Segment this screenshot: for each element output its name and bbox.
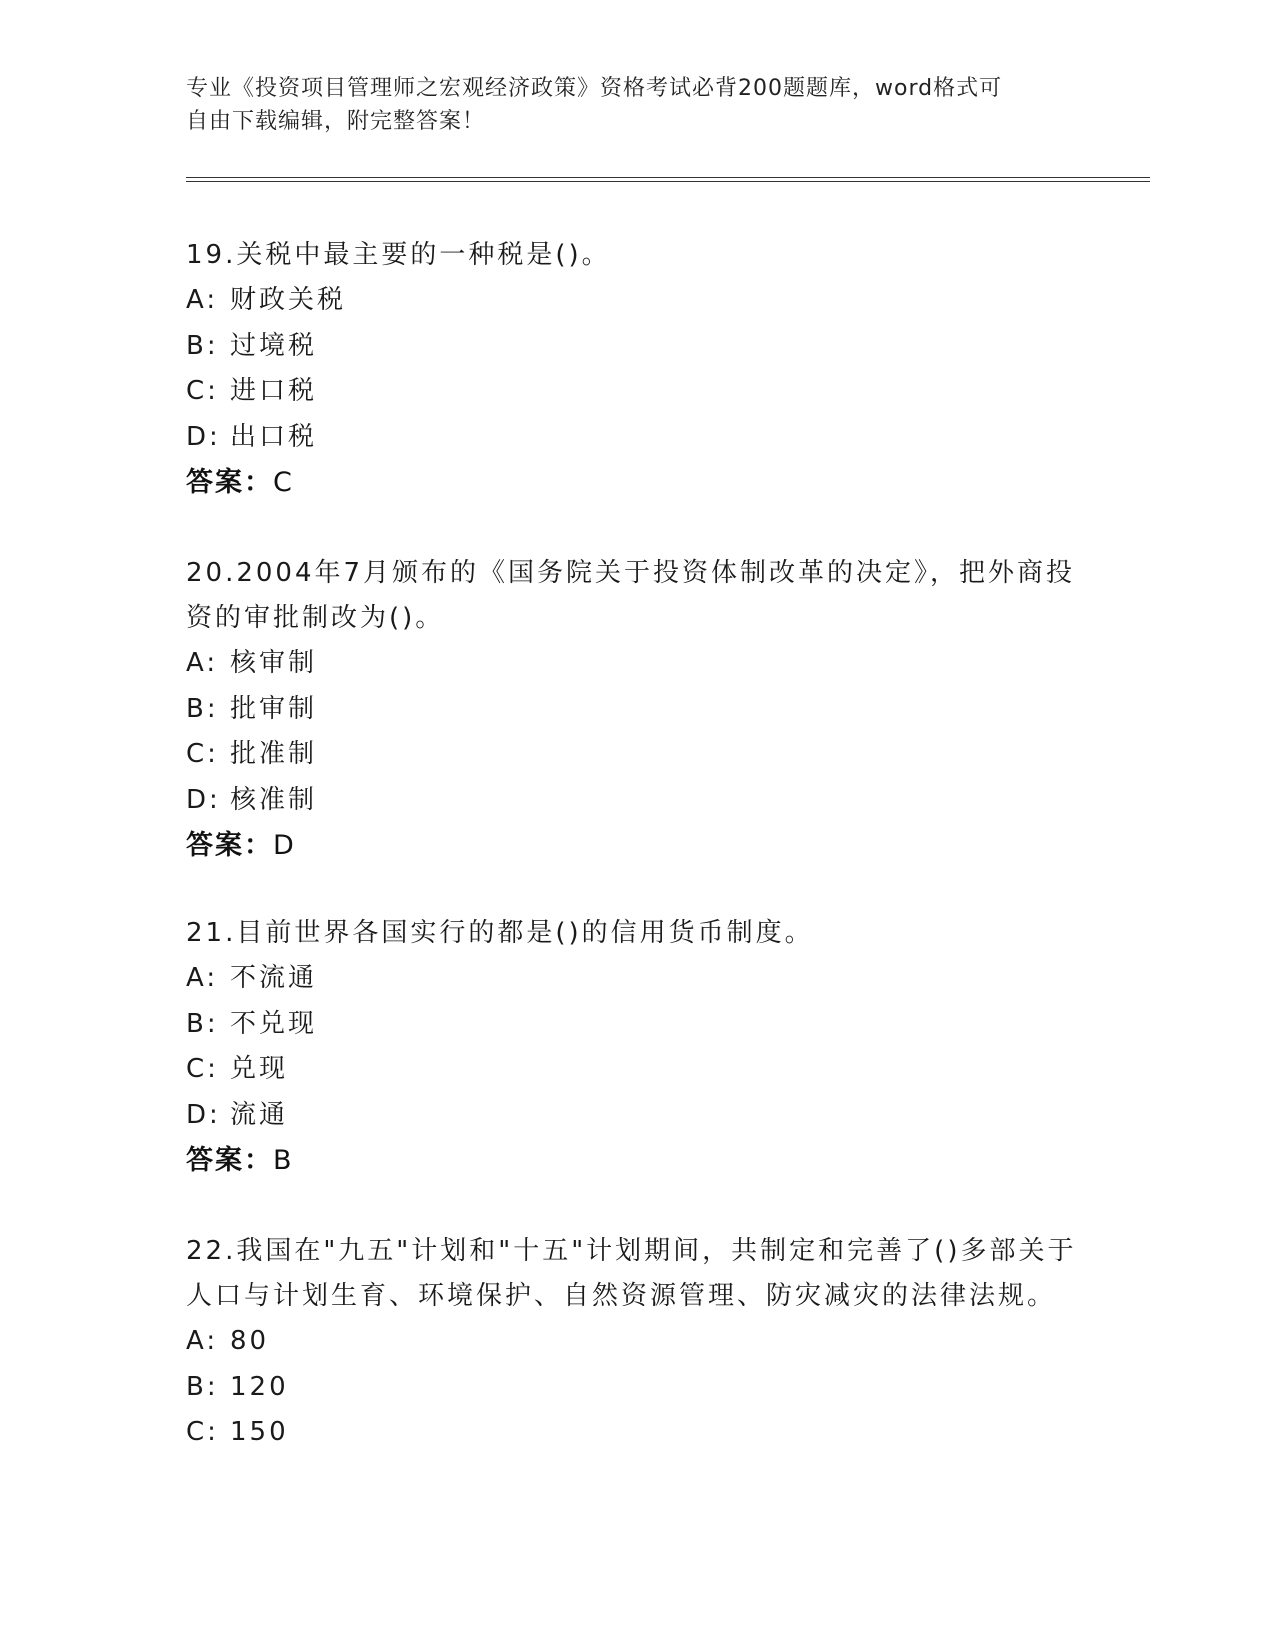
option-letter: D: [186, 784, 221, 815]
option-letter: C: [186, 1054, 219, 1084]
option-text: 批审制 [230, 693, 318, 724]
answer-value: B [273, 1145, 294, 1176]
option-a [186, 956, 1086, 1002]
option-d [186, 1093, 1086, 1139]
option-text: 进口税 [230, 376, 318, 406]
option-text: 150 [230, 1417, 289, 1447]
option-letter: B: [186, 330, 219, 361]
option-letter: A: [186, 648, 219, 678]
option-b [186, 1365, 1086, 1411]
option-letter: C: [186, 376, 219, 406]
answer-line [186, 1138, 1086, 1183]
option-text: 出口税 [230, 421, 318, 452]
option-letter: B: [186, 1008, 219, 1039]
header-divider-bottom [186, 181, 1150, 182]
answer-label: 答案： [186, 467, 273, 498]
option-c [186, 732, 1086, 778]
option-letter: C: [186, 739, 219, 769]
option-letter: C: [186, 1417, 219, 1447]
option-letter: A: [186, 963, 219, 993]
option-letter: B: [186, 693, 219, 724]
option-text: 财政关税 [230, 285, 347, 315]
answer-label: 答案： [186, 830, 273, 861]
question-stem-line-1: 20.2004年7月颁布的《国务院关于投资体制改革的决定》，把外商投 [186, 558, 1076, 588]
option-letter: D: [186, 421, 221, 452]
option-text: 兑现 [230, 1054, 289, 1084]
option-text: 不兑现 [230, 1008, 318, 1039]
question-21 [186, 911, 1086, 1183]
option-b [186, 324, 1086, 370]
question-19 [186, 233, 1086, 505]
option-b [186, 1002, 1086, 1048]
answer-line [186, 823, 1086, 868]
header-line-2: 自由下载编辑，附完整答案！ [186, 109, 486, 134]
answer-label: 答案： [186, 1145, 273, 1176]
option-text: 核准制 [230, 784, 318, 815]
question-20 [186, 551, 1086, 868]
option-text: 80 [230, 1326, 270, 1356]
question-stem: 19.关税中最主要的一种税是()。 [186, 240, 611, 270]
option-c [186, 1410, 1086, 1456]
question-stem: 21.目前世界各国实行的都是()的信用货币制度。 [186, 918, 814, 948]
document-header [186, 72, 1066, 138]
option-c [186, 1047, 1086, 1093]
option-a [186, 1319, 1086, 1365]
option-text: 流通 [230, 1099, 289, 1130]
option-text: 过境税 [230, 330, 318, 361]
option-a [186, 641, 1086, 687]
option-letter: D: [186, 1099, 221, 1130]
option-letter: A: [186, 285, 219, 315]
option-letter: A: [186, 1326, 219, 1356]
option-letter: B: [186, 1371, 219, 1402]
option-c [186, 369, 1086, 415]
question-22 [186, 1229, 1086, 1456]
option-a [186, 278, 1086, 324]
option-text: 批准制 [230, 739, 318, 769]
header-divider-top [186, 177, 1150, 178]
question-stem-line-2: 人口与计划生育、环境保护、自然资源管理、防灾减灾的法律法规。 [186, 1281, 1057, 1311]
option-b [186, 687, 1086, 733]
answer-value: D [273, 830, 296, 861]
answer-line [186, 460, 1086, 505]
question-stem-line-2: 资的审批制改为()。 [186, 603, 445, 633]
header-line-1: 专业《投资项目管理师之宏观经济政策》资格考试必背200题题库，word格式可 [186, 76, 1003, 101]
option-d [186, 778, 1086, 824]
option-d [186, 415, 1086, 461]
option-text: 核审制 [230, 648, 318, 678]
answer-value: C [273, 467, 294, 498]
option-text: 不流通 [230, 963, 318, 993]
question-stem-line-1: 22.我国在"九五"计划和"十五"计划期间，共制定和完善了()多部关于 [186, 1236, 1077, 1266]
option-text: 120 [230, 1371, 289, 1402]
